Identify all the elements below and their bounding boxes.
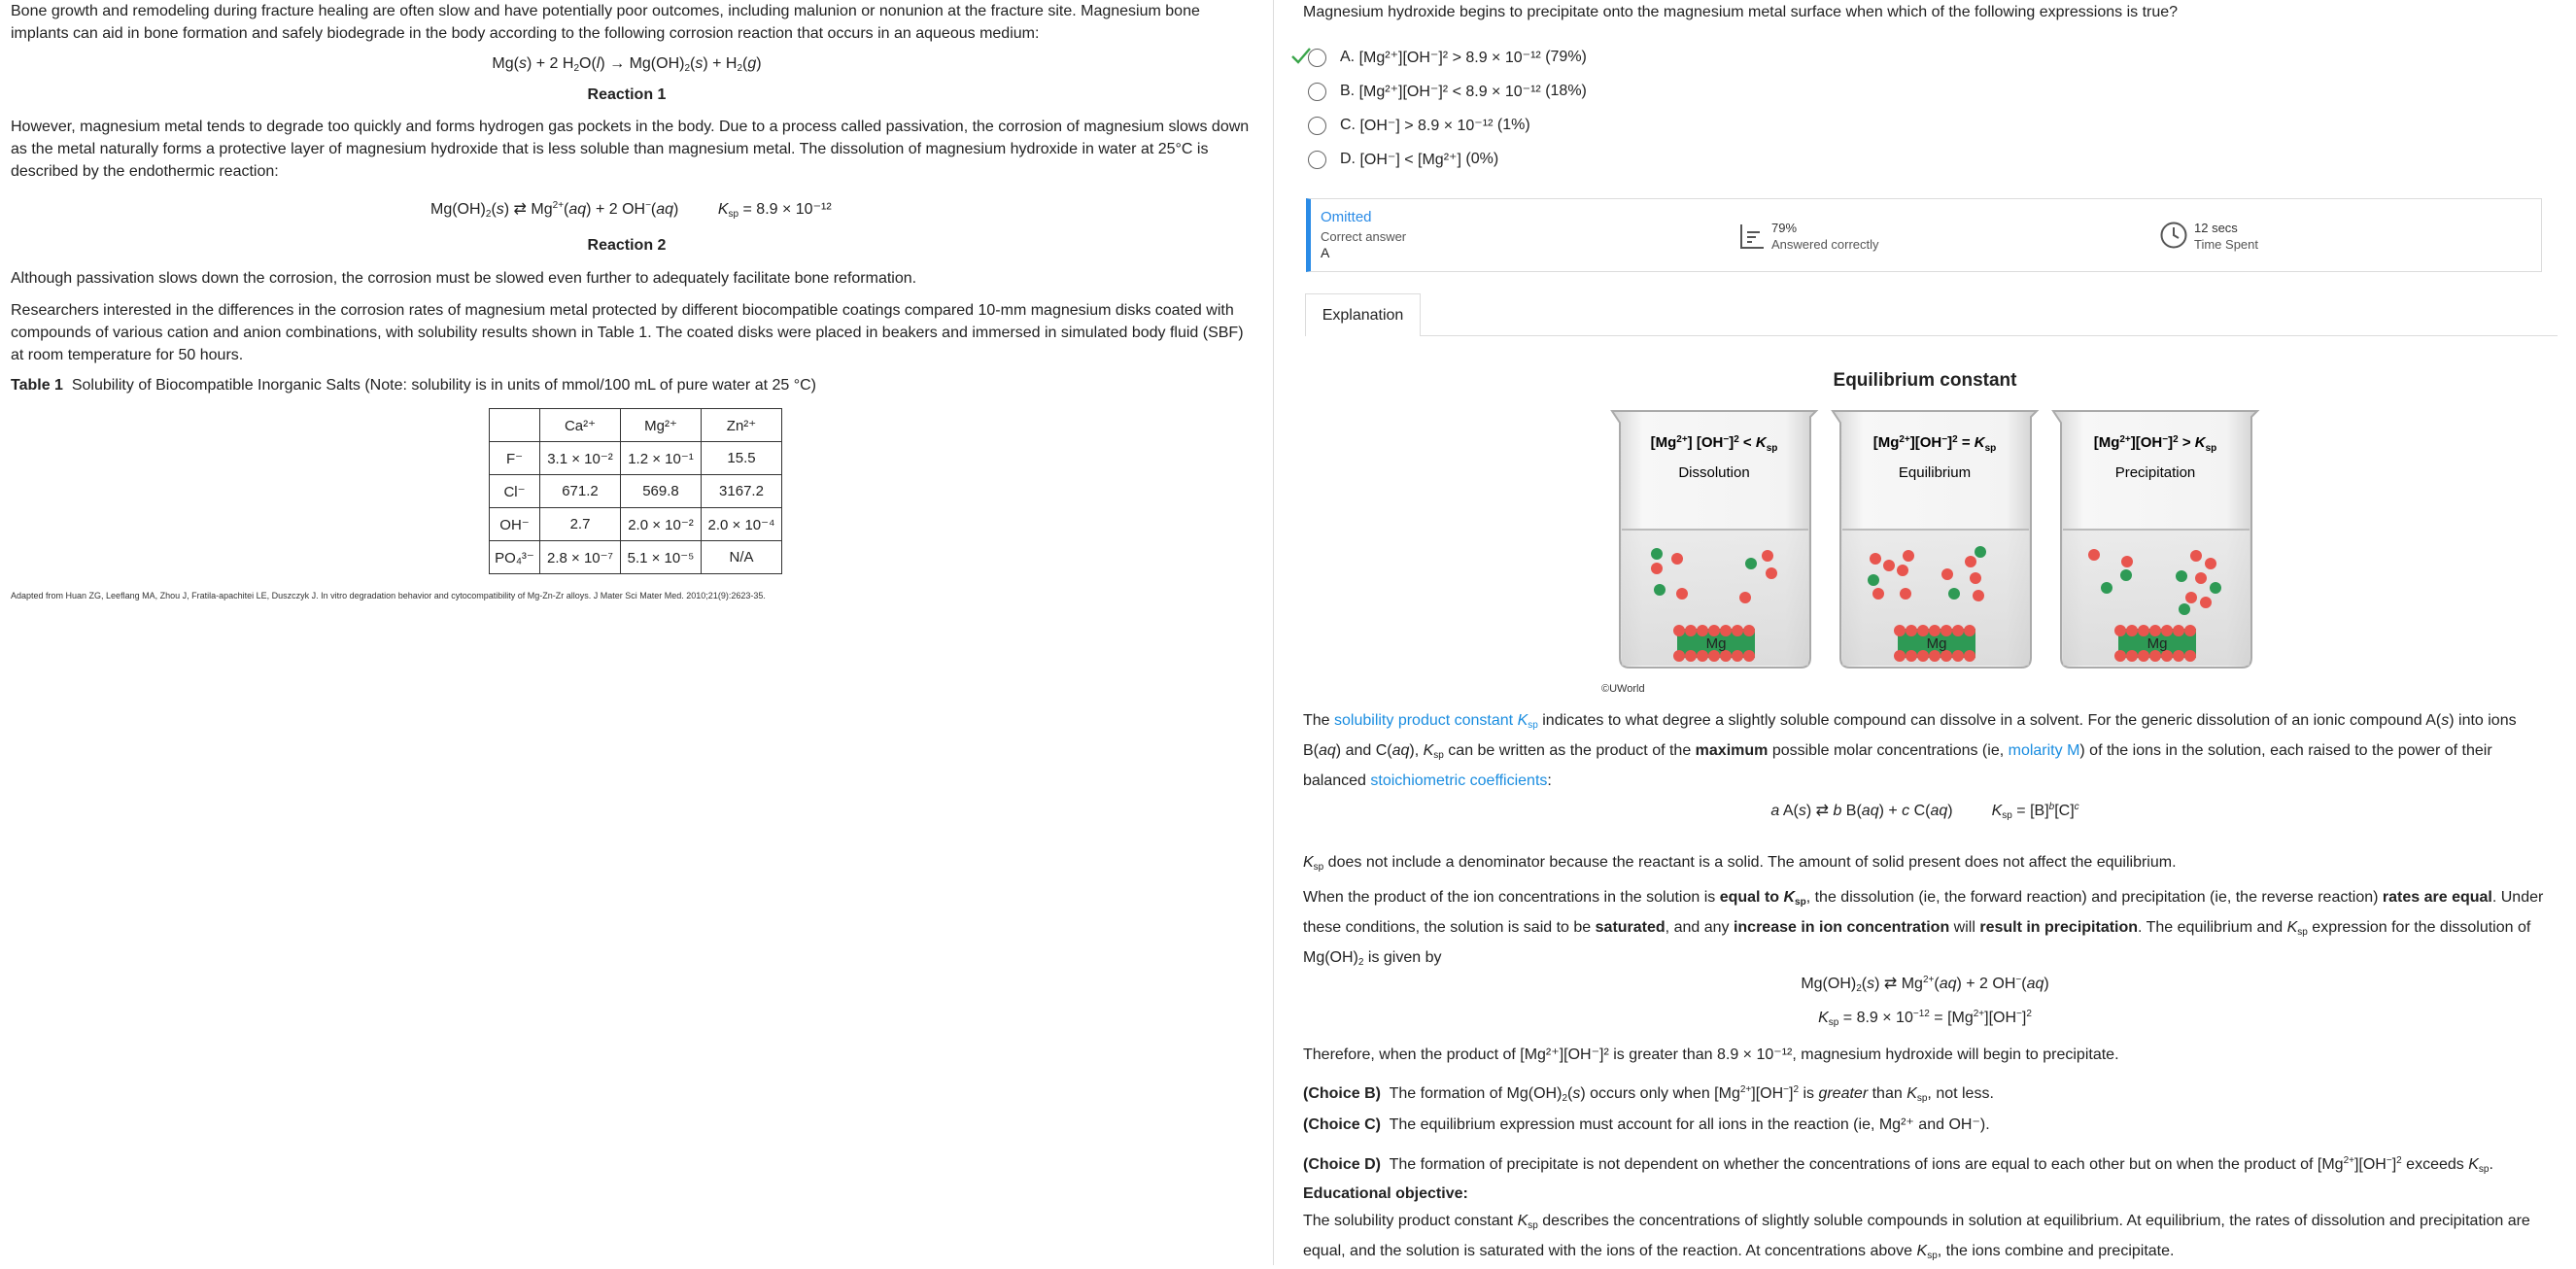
option-text: [Mg²⁺][OH⁻]² < 8.9 × 10⁻¹² xyxy=(1358,84,1541,100)
explanation-choice-d: (Choice D) The formation of precipitate is not dependent on whether the concentrations of ions are equal to each other but on when the product of $[Mg^{2+}][OH^-]^2$ exceeds $K_{sp}$. xyxy=(1303,1155,2493,1175)
passage-research: Researchers interested in the differences in the corrosion rates of magnesium metal protected by different biocompatible coatings compared 10-mm magnesium disks coated with compounds of various cation and anion combinations, with solubility results shown in Table 1. The coated disks were placed in beakers and immersed in simulated body fluid (SBF) at room temperature for 50 hours. xyxy=(11,302,1244,363)
table-cell: 2.0 × 10⁻² xyxy=(621,508,702,541)
option-text: [OH⁻] < [Mg²⁺] xyxy=(1359,152,1461,168)
option-percent: (18%) xyxy=(1545,83,1587,99)
educational-objective-text: The solubility product constant $K_{sp}$ describes the concentrations of slightly soluble compounds in solution at equilibrium. At equilibrium, the rates of dissolution and precipitation are equal, and the solution is saturated with the ions of the reaction. At concentrations above $K_{sp}$, the ions combine and precipitate. xyxy=(1303,1213,2530,1261)
percent-correct-value: 79% xyxy=(1771,221,1798,235)
table-row xyxy=(490,442,782,475)
checkmark-icon xyxy=(1290,43,1312,68)
table-cell: 2.0 × 10⁻⁴ xyxy=(702,508,782,541)
answer-option-a[interactable] xyxy=(1290,45,1587,70)
percent-correct-label: Answered correctly xyxy=(1771,237,1879,252)
svg-text:[Mg2+][OH−]2 > Ksp: $[Mg^{2+}][OH^-]^2 > K_{sp}$ xyxy=(2093,434,2217,454)
reaction-1-equation: Mg(s) + 2 $H_2O(l) \to Mg(OH)_2(s) + H_2(g)$ xyxy=(492,55,762,74)
passage-slowdown: Although passivation slows down the corrosion, the corrosion must be slowed even further to adequately facilitate bone reformation. xyxy=(11,270,917,287)
explanation-ksp-intro: The solubility product constant $K_{sp}$ indicates to what degree a slightly soluble compound can dissolve in a solvent. For the generic dissolution of an ionic compound A(s) into ions B(aq) and C(aq), $K_{sp}$ can be written as the product of the maximum possible molar concentrations (ie, molarity M) of the ions in the solution, each raised to the power of their balanced stoichiometric coefficients: xyxy=(1303,712,2517,789)
time-spent-label: Time Spent xyxy=(2194,237,2258,252)
table-cell: OH⁻ xyxy=(490,508,540,541)
tab-explanation[interactable]: Explanation xyxy=(1305,293,1421,336)
beaker-dissolution xyxy=(1612,411,1816,668)
question-stem: Magnesium hydroxide begins to precipitate onto the magnesium metal surface when which of the following expressions is true? xyxy=(1303,4,2179,20)
option-text: [OH⁻] > 8.9 × 10⁻¹² xyxy=(1359,118,1494,134)
table-cell: PO₄³⁻ xyxy=(490,541,540,574)
table-row xyxy=(490,541,782,574)
option-letter: B. xyxy=(1340,83,1356,99)
table-cell: 671.2 xyxy=(540,475,621,508)
passage-pane xyxy=(0,0,1273,1265)
table-header-cell xyxy=(490,409,540,442)
explanation-choice-c: (Choice C) The equilibrium expression must account for all ions in the reaction (ie, Mg²⁺ and OH⁻). xyxy=(1303,1116,1990,1133)
generic-ksp-equation: a A(s) ⇄ b B(aq) + c C(aq) $K_{sp} = [B]^b[C]^c$ xyxy=(1770,802,2079,821)
beaker-caption: Equilibrium xyxy=(1898,464,1972,481)
table-cell: 1.2 × 10⁻¹ xyxy=(621,442,702,475)
correct-answer-value: A xyxy=(1321,245,1330,260)
explanation-no-denominator: $K_{sp}$ does not include a denominator because the reactant is a solid. The amount of solid present does not affect the equilibrium. xyxy=(1303,854,2177,873)
explanation-saturated: When the product of the ion concentrations in the solution is equal to $K_{sp}$, the dissolution (ie, the forward reaction) and precipitation (ie, the reverse reaction) rates are equal. Under these conditions, the solution is said to be saturated, and any increase in ion concentration will result in precipitation. The equilibrium and $K_{sp}$ expression for the dissolution of $Mg(OH)_2$ is given by xyxy=(1303,889,2544,968)
table-cell: N/A xyxy=(702,541,782,574)
reaction-2-label: Reaction 2 xyxy=(587,237,667,254)
equilibrium-beakers-figure xyxy=(1604,403,2275,675)
beaker-precipitation xyxy=(2053,411,2257,668)
passage-intro: Bone growth and remodeling during fracture healing are often slow and have potentially poor outcomes, including malunion or nonunion at the fracture site. Magnesium bone implants can aid in bone formation and safely biodegrade in the body according to the following corrosion reaction that occurs in an aqueous medium: xyxy=(11,3,1200,42)
explanation-choice-b: (Choice B) The formation of $Mg(OH)_2(s)$ occurs only when $[Mg^{2+}][OH^-]^2$ is greater than $K_{sp}$, not less. xyxy=(1303,1084,1994,1104)
citation: Adapted from Huan ZG, Leeflang MA, Zhou J, Fratila-apachitei LE, Duszczyk J. In vitro degradation behavior and cytocompatibility of Mg-Zn-Zr alloys. J Mater Sci Mater Med. 2010;21(9):2623-35. xyxy=(11,591,766,600)
option-letter: C. xyxy=(1340,117,1356,133)
answer-option-c[interactable] xyxy=(1290,113,1530,138)
option-percent: (1%) xyxy=(1496,117,1530,133)
table-header-cell: Mg²⁺ xyxy=(621,409,702,442)
beaker-caption: Dissolution xyxy=(1678,464,1750,481)
table-cell: 2.8 × 10⁻⁷ xyxy=(540,541,621,574)
table-row xyxy=(490,508,782,541)
radio-button[interactable] xyxy=(1308,151,1326,169)
beaker-caption: Precipitation xyxy=(2114,464,2196,481)
mgoh2-ksp-equation: $K_{sp} = 8.9 \times 10^{-12} = [Mg^{2+}][OH^-]^2$ xyxy=(1818,1009,2032,1028)
copyright: ©UWorld xyxy=(1601,683,1645,695)
table-header-row xyxy=(490,409,782,442)
svg-text:[Mg2+] [OH−]2 < Ksp: $[Mg^{2+}] [OH^-]^2 < K_{sp}$ xyxy=(1650,434,1778,454)
option-letter: D. xyxy=(1340,151,1356,167)
table-caption-text: Solubility of Biocompatible Inorganic Salts (Note: solubility is in units of mmol/100 mL of pure water at 25 °C) xyxy=(71,377,816,394)
option-percent: (79%) xyxy=(1545,49,1587,65)
figure-title: Equilibrium constant xyxy=(1833,370,2017,391)
question-pane xyxy=(1274,0,2576,1265)
option-percent: (0%) xyxy=(1465,151,1499,167)
answer-stats-panel xyxy=(1306,198,2542,272)
radio-button[interactable] xyxy=(1308,117,1326,135)
status-omitted: Omitted xyxy=(1321,209,1372,225)
table-header-cell: Ca²⁺ xyxy=(540,409,621,442)
table-cell: F⁻ xyxy=(490,442,540,475)
table-cell: 3.1 × 10⁻² xyxy=(540,442,621,475)
educational-objective-label: Educational objective: xyxy=(1303,1185,1468,1202)
option-text: [Mg²⁺][OH⁻]² > 8.9 × 10⁻¹² xyxy=(1358,50,1541,66)
radio-button[interactable] xyxy=(1308,83,1326,101)
metal-label: Mg xyxy=(2147,635,2168,652)
reaction-2-equation: $Mg(OH)_2(s)$ ⇄ $Mg^{2+}(aq) + 2$ OH−(aq) $K_{sp} = 8.9 \times 10^{-12}$ xyxy=(430,200,832,220)
stoichiometric-link[interactable]: stoichiometric coefficients xyxy=(1370,772,1548,789)
time-spent-value: 12 secs xyxy=(2194,221,2238,235)
reaction-1-label: Reaction 1 xyxy=(587,86,667,103)
ksp-link[interactable]: solubility product constant $K_{sp}$ xyxy=(1334,712,1538,731)
ksp-value: = 8.9 × 10⁻¹² xyxy=(742,201,832,218)
correct-answer-label: Correct answer xyxy=(1321,229,1407,244)
clock-icon xyxy=(2159,221,2188,250)
stats-chart-icon xyxy=(1738,222,1766,251)
table-cell: 15.5 xyxy=(702,442,782,475)
metal-label: Mg xyxy=(1705,635,1727,652)
explanation-therefore: Therefore, when the product of [Mg²⁺][OH⁻]² is greater than 8.9 × 10⁻¹², magnesium hydroxide will begin to precipitate. xyxy=(1303,1046,2119,1063)
svg-text:[Mg2+][OH−]2 = Ksp: $[Mg^{2+}][OH^-]^2 = K_{sp}$ xyxy=(1872,434,1997,454)
passage-passivation: However, magnesium metal tends to degrade too quickly and forms hydrogen gas pockets in the body. Due to a process called passivation, the corrosion of magnesium slows down as the metal naturally forms a protective layer of magnesium hydroxide that is less soluble than magnesium metal. The dissolution of magnesium hydroxide in water at 25°C is described by the endothermic reaction: xyxy=(11,119,1250,180)
table-caption xyxy=(11,377,816,394)
table-cell: 2.7 xyxy=(540,508,621,541)
table-cell: 569.8 xyxy=(621,475,702,508)
solubility-table xyxy=(489,408,782,574)
table-cell: 3167.2 xyxy=(702,475,782,508)
table-title: Table 1 xyxy=(11,377,63,394)
tab-divider xyxy=(1421,335,2558,336)
option-letter: A. xyxy=(1340,49,1356,65)
mgoh2-equation: $Mg(OH)_2(s)$ ⇄ $Mg^{2+}(aq) + 2$ OH−(aq) xyxy=(1801,975,2049,994)
molarity-link[interactable]: molarity M xyxy=(2008,742,2080,759)
answer-option-b[interactable] xyxy=(1290,79,1587,104)
table-header-cell: Zn²⁺ xyxy=(702,409,782,442)
table-cell: 5.1 × 10⁻⁵ xyxy=(621,541,702,574)
beaker-equilibrium xyxy=(1833,411,2037,668)
answer-option-d[interactable] xyxy=(1290,147,1498,172)
table-row xyxy=(490,475,782,508)
metal-label: Mg xyxy=(1926,635,1947,652)
table-cell: Cl⁻ xyxy=(490,475,540,508)
